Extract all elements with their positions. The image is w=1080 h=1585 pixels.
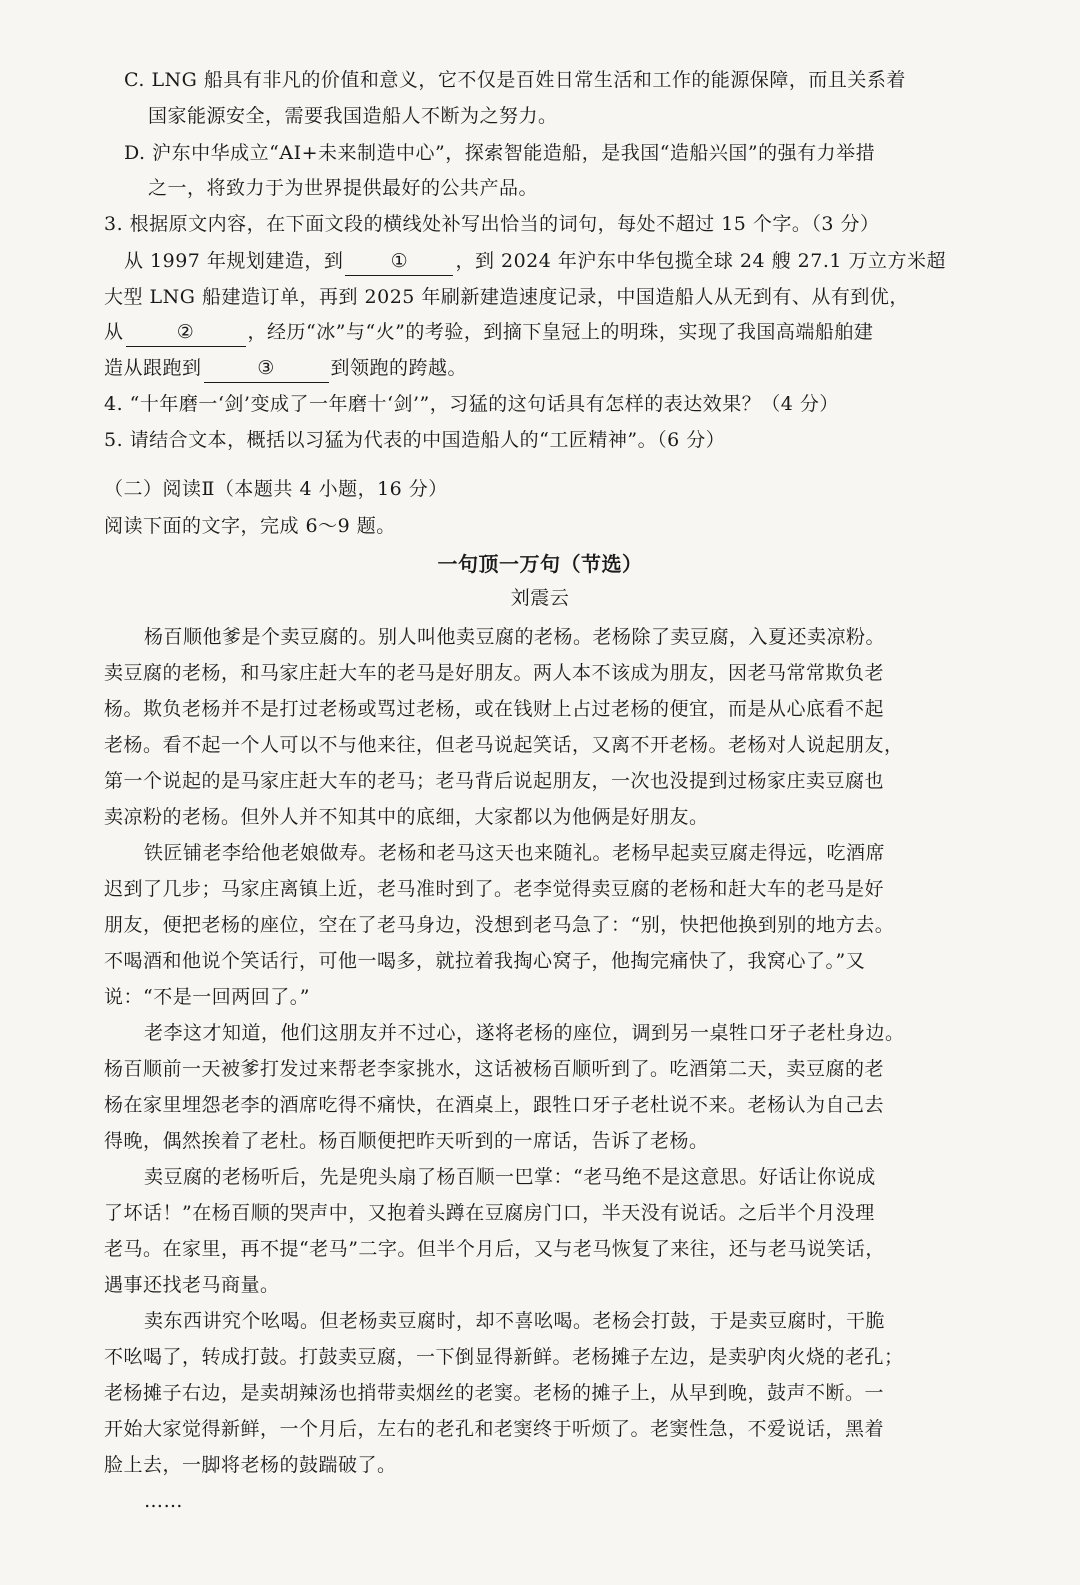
article-line: 卖凉粉的老杨。但外人并不知其中的底细，大家都以为他俩是好朋友。 xyxy=(104,806,709,828)
blank-3[interactable]: ③ xyxy=(204,354,329,383)
q3-text: 从 xyxy=(104,321,124,343)
article-line: 卖东西讲究个吆喝。但老杨卖豆腐时，却不喜吆喝。老杨会打鼓，于是卖豆腐时，干脆 xyxy=(144,1310,886,1332)
option-c-line-1: C. LNG 船具有非凡的价值和意义，它不仅是百姓日常生活和工作的能源保障，而且关系着 xyxy=(124,69,906,91)
article-line: 迟到了几步；马家庄离镇上近，老马准时到了。老李觉得卖豆腐的老杨和赶大车的老马是好 xyxy=(104,878,885,900)
question-3-line-2: 大型 LNG 船建造订单，再到 2025 年刷新建造速度记录，中国造船人从无到有、从有到优， xyxy=(104,286,909,308)
article-line: 不喝酒和他说个笑话行，可他一喝多，就拉着我掏心窝子，他掏完痛快了，我窝心了。”又 xyxy=(104,950,866,972)
article-line: 第一个说起的是马家庄赶大车的老马；老马背后说起朋友，一次也没提到过杨家庄卖豆腐也 xyxy=(104,770,885,792)
article-line: 开始大家觉得新鲜，一个月后，左右的老孔和老窦终于听烦了。老窦性急，不爱说话，黑着 xyxy=(104,1418,885,1440)
q3-text: 造从跟跑到 xyxy=(104,357,202,379)
q3-text: 从 1997 年规划建造，到 xyxy=(124,250,344,272)
option-d-line-1: D. 沪东中华成立“AI+未来制造中心”，探索智能造船，是我国“造船兴国”的强有力举措 xyxy=(124,142,876,164)
section-heading: （二）阅读Ⅱ（本题共 4 小题，16 分） xyxy=(104,478,448,500)
article-line: 不吆喝了，转成打鼓。打鼓卖豆腐，一下倒显得新鲜。老杨摊子左边，是卖驴肉火烧的老孔； xyxy=(104,1346,904,1368)
article-line: 铁匠铺老李给他老娘做寿。老杨和老马这天也来随礼。老杨早起卖豆腐走得远，吃酒席 xyxy=(144,842,886,864)
section-instruction: 阅读下面的文字，完成 6～9 题。 xyxy=(104,515,396,537)
question-4: 4. “十年磨一‘剑’变成了一年磨十‘剑’”，习猛的这句话具有怎样的表达效果？（4 分） xyxy=(104,393,839,415)
ellipsis-line: …… xyxy=(144,1490,183,1512)
article-line: 老马。在家里，再不提“老马”二字。但半个月后，又与老马恢复了来往，还与老马说笑话， xyxy=(104,1238,885,1260)
option-c-line-2: 国家能源安全，需要我国造船人不断为之努力。 xyxy=(148,105,558,127)
article-line: 杨百顺前一天被爹打发过来帮老李家挑水，这话被杨百顺听到了。吃酒第二天，卖豆腐的老 xyxy=(104,1058,885,1080)
q3-text: ，到 2024 年沪东中华包揽全球 24 艘 27.1 万立方米超 xyxy=(455,250,947,272)
article-line: 卖豆腐的老杨听后，先是兜头扇了杨百顺一巴掌：“老马绝不是这意思。好话让你说成 xyxy=(144,1166,876,1188)
article-line: 脸上去，一脚将老杨的鼓踹破了。 xyxy=(104,1454,397,1476)
article-author: 刘震云 xyxy=(510,587,570,609)
article-line: 遇事还找老马商量。 xyxy=(104,1274,280,1296)
article-line: 杨在家里埋怨老李的酒席吃得不痛快，在酒桌上，跟牲口牙子老杜说不来。老杨认为自己去 xyxy=(104,1094,885,1116)
question-3-line-3 xyxy=(104,314,873,350)
article-line: 老杨摊子右边，是卖胡辣汤也捎带卖烟丝的老窦。老杨的摊子上，从早到晚，鼓声不断。一 xyxy=(104,1382,885,1404)
blank-1[interactable]: ① xyxy=(345,247,453,276)
blank-2[interactable]: ② xyxy=(126,318,246,347)
article-title: 一句顶一万句（节选） xyxy=(437,552,643,576)
article-line: 了坏话！”在杨百顺的哭声中，又抱着头蹲在豆腐房门口，半天没有说话。之后半个月没理 xyxy=(104,1202,875,1224)
q3-text: ，经历“冰”与“火”的考验，到摘下皇冠上的明珠，实现了我国高端船舶建 xyxy=(247,321,874,343)
question-3-line-4 xyxy=(104,350,467,386)
article-line: 说：“不是一回两回了。” xyxy=(104,986,310,1008)
article-line: 朋友，便把老杨的座位，空在了老马身边，没想到老马急了：“别，快把他换到别的地方去。 xyxy=(104,914,895,936)
article-line: 杨。欺负老杨并不是打过老杨或骂过老杨，或在钱财上占过老杨的便宜，而是从心底看不起 xyxy=(104,698,885,720)
article-line: 老杨。看不起一个人可以不与他来往，但老马说起笑话，又离不开老杨。老杨对人说起朋友， xyxy=(104,734,904,756)
option-d-line-2: 之一，将致力于为世界提供最好的公共产品。 xyxy=(148,177,539,199)
article-line: 杨百顺他爹是个卖豆腐的。别人叫他卖豆腐的老杨。老杨除了卖豆腐，入夏还卖凉粉。 xyxy=(144,626,886,648)
q3-text: 到领跑的跨越。 xyxy=(330,357,468,379)
question-3-stem: 3. 根据原文内容，在下面文段的横线处补写出恰当的词句，每处不超过 15 个字。（3 分） xyxy=(104,213,880,235)
article-line: 卖豆腐的老杨，和马家庄赶大车的老马是好朋友。两人本不该成为朋友，因老马常常欺负老 xyxy=(104,662,885,684)
question-3-line-1 xyxy=(124,243,946,279)
article-line: 得晚，偶然挨着了老杜。杨百顺便把昨天听到的一席话，告诉了老杨。 xyxy=(104,1130,709,1152)
article-line: 老李这才知道，他们这朋友并不过心，遂将老杨的座位，调到另一桌牲口牙子老杜身边。 xyxy=(144,1022,905,1044)
question-5: 5. 请结合文本，概括以习猛为代表的中国造船人的“工匠精神”。（6 分） xyxy=(104,429,726,451)
